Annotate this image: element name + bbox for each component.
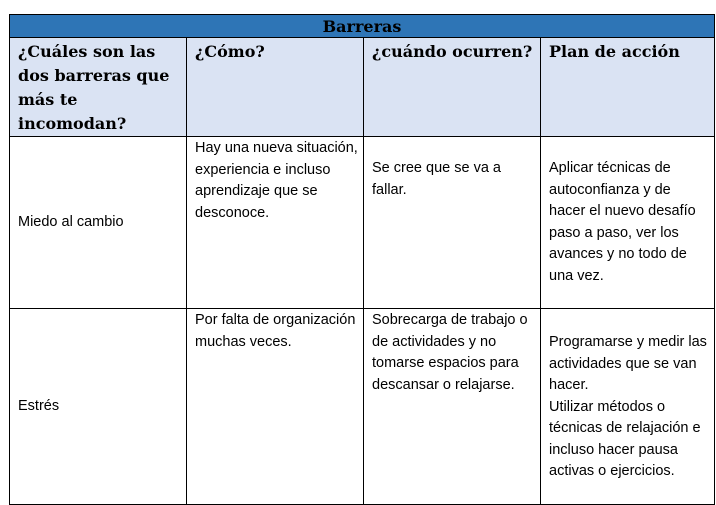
- header-when: ¿cuándo ocurren?: [364, 38, 541, 137]
- plan-cell: [541, 309, 715, 505]
- how-cell: [187, 137, 364, 309]
- barrier-text: Estrés: [18, 397, 60, 414]
- how-text: Hay una nueva situación, experiencia e incluso aprendizaje que se desconoce.: [195, 140, 358, 221]
- barrier-text: Miedo al cambio: [18, 213, 124, 230]
- title-row: [10, 15, 715, 38]
- table-row: [10, 137, 715, 309]
- header-action-plan: Plan de acción: [541, 38, 715, 137]
- when-cell: [364, 309, 541, 505]
- plan-text-line: Programarse y medir las actividades que se van hacer.: [549, 334, 707, 393]
- when-text: Sobrecarga de trabajo o de actividades y no tomarse espacios para descansar o relajarse.: [372, 312, 528, 393]
- barriers-document: [9, 14, 714, 505]
- when-cell: [364, 137, 541, 309]
- how-cell: [187, 309, 364, 505]
- plan-cell: [541, 137, 715, 309]
- table-row: [10, 309, 715, 505]
- barrier-cell: [10, 137, 187, 309]
- barriers-table: [9, 14, 715, 505]
- barrier-cell: [10, 309, 187, 505]
- plan-text: Aplicar técnicas de autoconfianza y de hacer el nuevo desafío paso a paso, ver los avances y no todo de una vez.: [549, 160, 696, 284]
- header-row: [10, 38, 715, 137]
- plan-text-line: Utilizar métodos o técnicas de relajación e incluso hacer pausa activas o ejercicios.: [549, 398, 701, 479]
- header-barriers: ¿Cuáles son las dos barreras que más te incomodan?: [10, 38, 187, 137]
- table-title: Barreras: [10, 15, 715, 38]
- how-text: Por falta de organización muchas veces.: [195, 312, 356, 350]
- header-how: ¿Cómo?: [187, 38, 364, 137]
- when-text: Se cree que se va a fallar.: [372, 160, 501, 198]
